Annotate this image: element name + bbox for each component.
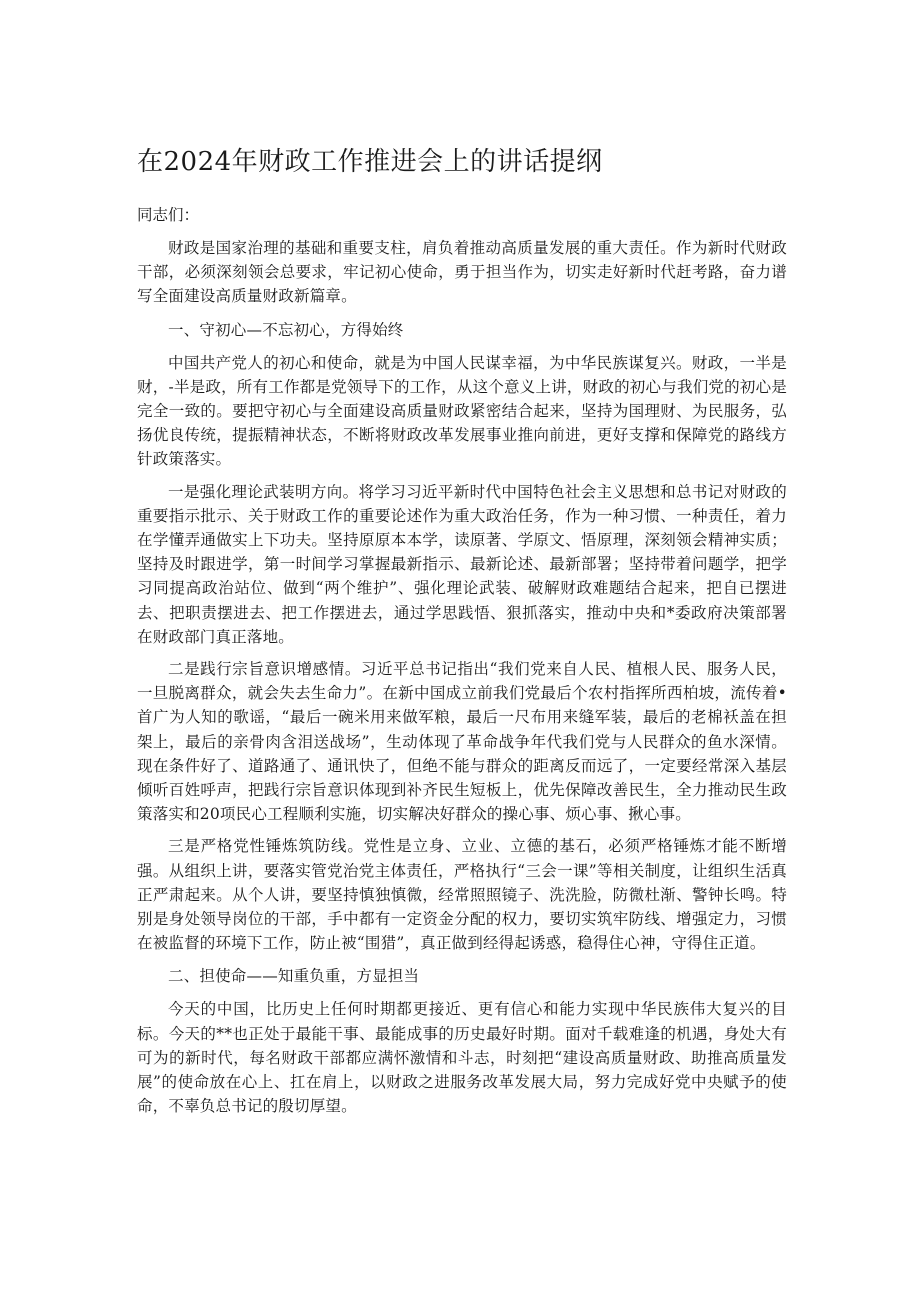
section-1-paragraph-1: 中国共产党人的初心和使命，就是为中国人民谋幸福，为中华民族谋复兴。财政，一半是财，-半是政，所有工作都是党领导下的工作，从这个意义上讲，财政的初心与我们党的初心是完全一致的。要把守初心与全面建设高质量财政紧密结合起来，坚持为国理财、为民服务，弘扬优良传统，提振精神状态，不断将财政改革发展事业推向前进，更好支撑和保障党的路线方针政策落实。 (137, 353, 787, 469)
section-2-paragraph-1: 今天的中国，比历史上任何时期都更接近、更有信心和能力实现中华民族伟大复兴的目标。今天的**也正处于最能干事、最能成事的历史最好时期。面对千载难逢的机遇，身处大有可为的新时代，每名财政干部都应满怀激情和斗志，时刻把“建设高质量财政、助推高质量发展”的使命放在心上、扛在肩上，以财政之进服务改革发展大局，努力完成好党中央赋予的使命，不辜负总书记的殷切厚望。 (137, 1000, 787, 1116)
intro-paragraph: 财政是国家治理的基础和重要支柱，肩负着推动高质量发展的重大责任。作为新时代财政干部，必须深刻领会总要求，牢记初心使命，勇于担当作为，切实走好新时代赶考路，奋力谱写全面建设高质量财政新篇章。 (137, 239, 787, 306)
document-page (137, 142, 787, 1127)
document-title: 在2024年财政工作推进会上的讲话提纲 (137, 147, 603, 177)
section-1-paragraph-2: 一是强化理论武装明方向。将学习习近平新时代中国特色社会主义思想和总书记对财政的重要指示批示、关于财政工作的重要论述作为重大政治任务，作为一种习惯、一种责任，着力在学懂弄通做实上下功夫。坚持原原本本学，读原著、学原文、悟原理，深刻领会精神实质；坚持及时跟进学，第一时间学习掌握最新指示、最新论述、最新部署；坚持带着问题学，把学习同提高政治站位、做到“两个维护”、强化理论武装、破解财政难题结合起来，把自已摆进去、把职责摆进去、把工作摆进去，通过学思践悟、狠抓落实，推动中央和*委政府决策部署在财政部门真正落地。 (137, 482, 787, 646)
salutation: 同志们： (137, 206, 200, 224)
section-2-heading: 二、担使命——知重负重，方显担当 (168, 967, 420, 986)
section-1-paragraph-3: 二是践行宗旨意识增感情。习近平总书记指出“我们党来自人民、植根人民、服务人民，一旦脱离群众，就会失去生命力”。在新中国成立前我们党最后个农村指挥所西柏坡，流传着•首广为人知的歌谣，“最后一碗米用来做军粮，最后一尺布用来缝军装，最后的老棉袄盖在担架上，最后的亲骨肉含泪送战场”，生动体现了革命战争年代我们党与人民群众的鱼水深情。现在条件好了、道路通了、通讯快了，但绝不能与群众的距离反而远了，一定要经常深入基层倾听百姓呼声，把践行宗旨意识体现到补齐民生短板上，优先保障改善民生，全力推动民生政策落实和20项民心工程顺利实施，切实解决好群众的操心事、烦心事、揪心事。 (137, 660, 787, 824)
section-1-paragraph-4: 三是严格党性锤炼筑防线。党性是立身、立业、立德的基石，必须严格锤炼才能不断增强。从组织上讲，要落实管党治党主体责任，严格执行“三会一课”等相关制度，让组织生活真正严肃起来。从个人讲，要坚持慎独慎微，经常照照镜子、洗洗脸，防微杜渐、警钟长鸣。特别是身处领导岗位的干部，手中都有一定资金分配的权力，要切实筑牢防线、增强定力，习惯在被监督的环境下工作，防止被“围猎”，真正做到经得起诱惑，稳得住心神，守得住正道。 (137, 837, 787, 953)
section-1-heading: 一、守初心—不忘初心，方得始终 (168, 320, 404, 339)
